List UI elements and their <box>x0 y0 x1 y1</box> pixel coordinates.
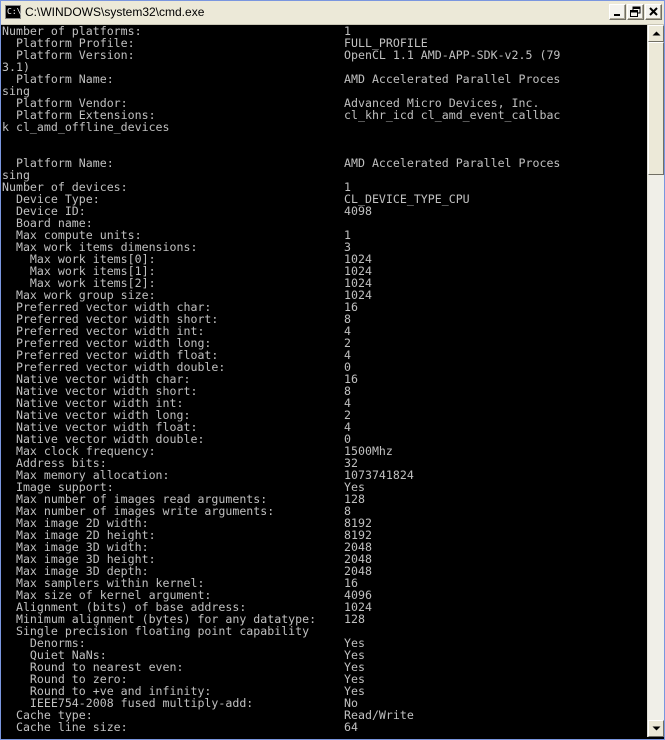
console-line: Number of devices: 1 <box>2 180 352 194</box>
console-line: Max image 3D height: 2048 <box>2 552 372 566</box>
console-line: Max clock frequency: 1500Mhz <box>2 444 393 458</box>
close-button[interactable] <box>645 4 662 20</box>
console-line: Max size of kernel argument: 4096 <box>2 588 372 602</box>
console-line: Max work items dimensions: 3 <box>2 240 352 254</box>
console-line: Minimum alignment (bytes) for any datatype: 128 <box>2 612 365 626</box>
console-line: IEEE754-2008 fused multiply-add: No <box>2 696 358 710</box>
console-text <box>1 25 647 733</box>
console-line: Native vector width int: 4 <box>2 396 352 410</box>
console-line: Max image 2D height: 8192 <box>2 528 372 542</box>
console-line: Platform Vendor: Advanced Micro Devices, Inc. <box>2 96 540 110</box>
scrollbar-thumb[interactable] <box>648 42 664 175</box>
console-line: Max image 3D width: 2048 <box>2 540 372 554</box>
console-line: Preferred vector width long: 2 <box>2 336 352 350</box>
minimize-button[interactable] <box>609 4 626 20</box>
console-line: Preferred vector width short: 8 <box>2 312 352 326</box>
console-line: Native vector width char: 16 <box>2 372 358 386</box>
console-line: Native vector width long: 2 <box>2 408 352 422</box>
console-line: Max image 2D width: 8192 <box>2 516 372 530</box>
console-line: sing <box>2 84 30 98</box>
maximize-icon <box>628 5 643 19</box>
console-line: Preferred vector width int: 4 <box>2 324 352 338</box>
console-line <box>2 133 647 145</box>
console-line: Max work items[0]: 1024 <box>2 252 372 266</box>
console-line: Device ID: 4098 <box>2 204 372 218</box>
console-line: Cache type: Read/Write <box>2 708 414 722</box>
console-line: Preferred vector width char: 16 <box>2 300 358 314</box>
console-line: Max number of images write arguments: 8 <box>2 504 352 518</box>
minimize-icon <box>610 5 625 19</box>
console-line: Max work group size: 1024 <box>2 288 372 302</box>
console-line: Single precision floating point capability <box>2 624 310 638</box>
console-line: Cache line size: 64 <box>2 720 358 734</box>
console-line: Quiet NaNs: Yes <box>2 648 365 662</box>
console-line: k cl_amd_offline_devices <box>2 120 170 134</box>
console-output[interactable] <box>1 25 647 737</box>
console-line: Platform Profile: FULL_PROFILE <box>2 36 428 50</box>
console-line: Platform Extensions: cl_khr_icd cl_amd_event_callbac <box>2 108 561 122</box>
console-app-icon[interactable]: C:\ <box>5 5 21 19</box>
scroll-up-icon <box>652 30 661 37</box>
console-line: Preferred vector width float: 4 <box>2 348 352 362</box>
scroll-down-icon <box>652 725 661 732</box>
console-line: sing <box>2 168 30 182</box>
console-line: Max work items[2]: 1024 <box>2 276 372 290</box>
console-line: Platform Version: OpenCL 1.1 AMD-APP-SDK-v2.5 (79 <box>2 48 561 62</box>
console-line: Native vector width float: 4 <box>2 420 352 434</box>
window-title: C:\WINDOWS\system32\cmd.exe <box>25 5 205 19</box>
console-line: Native vector width short: 8 <box>2 384 352 398</box>
console-line: Platform Name: AMD Accelerated Parallel Proces <box>2 156 561 170</box>
console-line: Number of platforms: 1 <box>2 25 352 38</box>
console-line: 3.1) <box>2 60 30 74</box>
console-line: Round to +ve and infinity: Yes <box>2 684 365 698</box>
console-line: Max samplers within kernel: 16 <box>2 576 358 590</box>
console-line: Device Type: CL_DEVICE_TYPE_CPU <box>2 192 470 206</box>
maximize-button[interactable] <box>627 4 644 20</box>
console-line: Round to zero: Yes <box>2 672 365 686</box>
console-line: Max memory allocation: 1073741824 <box>2 468 414 482</box>
console-line: Round to nearest even: Yes <box>2 660 365 674</box>
scroll-up-button[interactable] <box>648 25 664 42</box>
console-line: Denorms: Yes <box>2 636 365 650</box>
console-line: Preferred vector width double: 0 <box>2 360 352 374</box>
console-line: Image support: Yes <box>2 480 365 494</box>
vertical-scrollbar[interactable] <box>647 25 664 737</box>
console-line: Max work items[1]: 1024 <box>2 264 372 278</box>
scroll-down-button[interactable] <box>648 720 664 737</box>
console-line: Address bits: 32 <box>2 456 358 470</box>
console-line: Max image 3D depth: 2048 <box>2 564 372 578</box>
title-bar[interactable] <box>1 1 664 25</box>
console-line: Max compute units: 1 <box>2 228 352 242</box>
console-line: Max number of images read arguments: 128 <box>2 492 365 506</box>
console-line: Alignment (bits) of base address: 1024 <box>2 600 372 614</box>
console-line: Native vector width double: 0 <box>2 432 352 446</box>
console-line: Platform Name: AMD Accelerated Parallel Proces <box>2 72 561 86</box>
close-icon <box>646 5 661 19</box>
console-line: Board name: <box>2 216 93 230</box>
